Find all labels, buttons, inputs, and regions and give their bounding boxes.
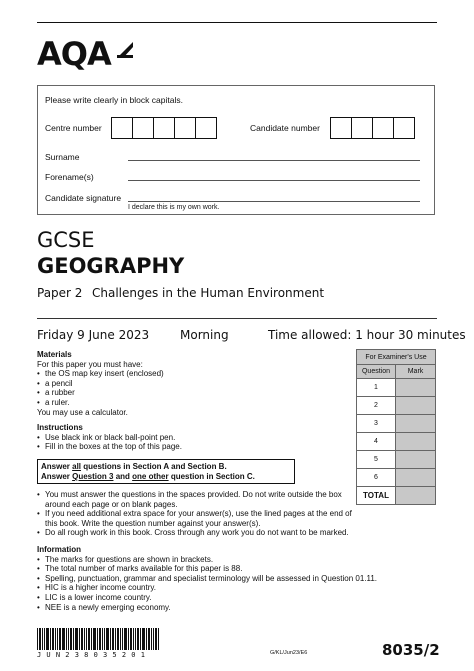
barcode	[37, 628, 187, 650]
instructions-list	[37, 433, 337, 452]
list-item: • If you need additional extra space for your answer(s), use the lined pages at the end of this book. Write the question number against your answer(s).	[37, 509, 355, 528]
time-allowed: Time allowed: 1 hour 30 minutes	[268, 328, 466, 342]
further-instructions-list	[37, 490, 355, 538]
logo-text: AQA	[37, 35, 111, 73]
list-item: • Use black ink or black ball-point pen.	[37, 433, 337, 443]
centre-number-label: Centre number	[45, 123, 102, 133]
candidate-number-box-4[interactable]	[393, 117, 415, 139]
total-mark-cell	[396, 487, 436, 505]
candidate-number-label: Candidate number	[250, 123, 320, 133]
mark-cell	[396, 469, 436, 487]
signature-field[interactable]	[128, 201, 420, 202]
materials-heading: Materials	[37, 350, 72, 359]
question-number: 6	[357, 469, 396, 487]
centre-number-box-2[interactable]	[132, 117, 154, 139]
underlined-text: all	[72, 462, 82, 471]
text-fragment: Answer	[41, 462, 73, 471]
surname-label: Surname	[45, 152, 80, 162]
exam-date: Friday 9 June 2023	[37, 328, 150, 342]
candidate-number-box-2[interactable]	[351, 117, 373, 139]
mark-cell	[396, 451, 436, 469]
exam-session: Morning	[180, 328, 229, 342]
paper-title: Challenges in the Human Environment	[92, 286, 325, 300]
instructions-heading: Instructions	[37, 423, 83, 432]
list-item: • Fill in the boxes at the top of this page.	[37, 442, 337, 452]
list-item: • a ruler.	[37, 398, 337, 408]
underlined-text: Question 3	[72, 472, 114, 481]
logo-mark-icon	[115, 40, 135, 60]
answer-line-1	[41, 462, 291, 472]
question-number: 2	[357, 397, 396, 415]
answer-line-2	[41, 472, 291, 482]
list-item: • HIC is a higher income country.	[37, 583, 437, 593]
examiner-use-table	[356, 349, 436, 505]
text-fragment: and	[113, 472, 133, 481]
text-fragment: questions in Section A and Section B.	[81, 462, 227, 471]
text-fragment: Answer	[41, 472, 73, 481]
top-rule	[37, 22, 437, 23]
centre-number-box-4[interactable]	[174, 117, 196, 139]
candidate-number-box-3[interactable]	[372, 117, 394, 139]
forenames-field[interactable]	[128, 180, 420, 181]
mark-cell	[396, 379, 436, 397]
forenames-label: Forename(s)	[45, 172, 94, 182]
examiner-table-header: For Examiner's Use	[357, 350, 436, 365]
centre-number-box-5[interactable]	[195, 117, 217, 139]
list-item: • a pencil	[37, 379, 337, 389]
list-item: • Do all rough work in this book. Cross through any work you do not want to be marked.	[37, 528, 355, 538]
surname-field[interactable]	[128, 160, 420, 161]
mark-column-header: Mark	[396, 365, 436, 379]
further-instructions	[37, 490, 355, 538]
declaration-text: I declare this is my own work.	[128, 204, 220, 211]
barcode-text: J U N 2 3 8 0 3 5 2 0 1	[37, 651, 146, 659]
signature-label: Candidate signature	[45, 193, 122, 203]
total-label: TOTAL	[357, 487, 396, 505]
aqa-logo	[37, 36, 135, 72]
calculator-note: You may use a calculator.	[37, 407, 128, 417]
paper-code: 8035/2	[382, 641, 440, 659]
question-number: 4	[357, 433, 396, 451]
list-item: • NEE is a newly emerging economy.	[37, 603, 437, 613]
question-number: 3	[357, 415, 396, 433]
materials-section	[37, 350, 337, 417]
centre-number-box-3[interactable]	[153, 117, 175, 139]
materials-list	[37, 369, 337, 407]
question-column-header: Question	[357, 365, 396, 379]
list-item: • The marks for questions are shown in brackets.	[37, 555, 437, 565]
reference-code: G/KL/Jun23/E6	[270, 650, 308, 656]
qualification-title: GCSE	[37, 228, 95, 252]
list-item: • You must answer the questions in the spaces provided. Do not write outside the box around each page or on blank pages.	[37, 490, 355, 509]
centre-number-box-1[interactable]	[111, 117, 133, 139]
mark-cell	[396, 397, 436, 415]
underlined-text: one other	[132, 472, 169, 481]
answer-requirements-box	[37, 459, 295, 484]
instructions-section	[37, 423, 337, 452]
paper-number: Paper 2	[37, 286, 83, 300]
list-item: • LIC is a lower income country.	[37, 593, 437, 603]
information-section	[37, 545, 437, 612]
list-item: • Spelling, punctuation, grammar and specialist terminology will be assessed in Question 01.11.	[37, 574, 437, 584]
information-heading: Information	[37, 545, 81, 554]
question-number: 5	[357, 451, 396, 469]
mark-cell	[396, 415, 436, 433]
question-number: 1	[357, 379, 396, 397]
list-item: • the OS map key insert (enclosed)	[37, 369, 337, 379]
information-list	[37, 555, 437, 613]
mark-cell	[396, 433, 436, 451]
block-capitals-instruction: Please write clearly in block capitals.	[45, 95, 183, 105]
text-fragment: question in Section C.	[168, 472, 255, 481]
materials-intro: For this paper you must have:	[37, 359, 143, 369]
candidate-number-box-1[interactable]	[330, 117, 352, 139]
list-item: • The total number of marks available for this paper is 88.	[37, 564, 437, 574]
list-item: • a rubber	[37, 388, 337, 398]
title-rule	[37, 318, 437, 319]
subject-title: GEOGRAPHY	[37, 254, 185, 278]
